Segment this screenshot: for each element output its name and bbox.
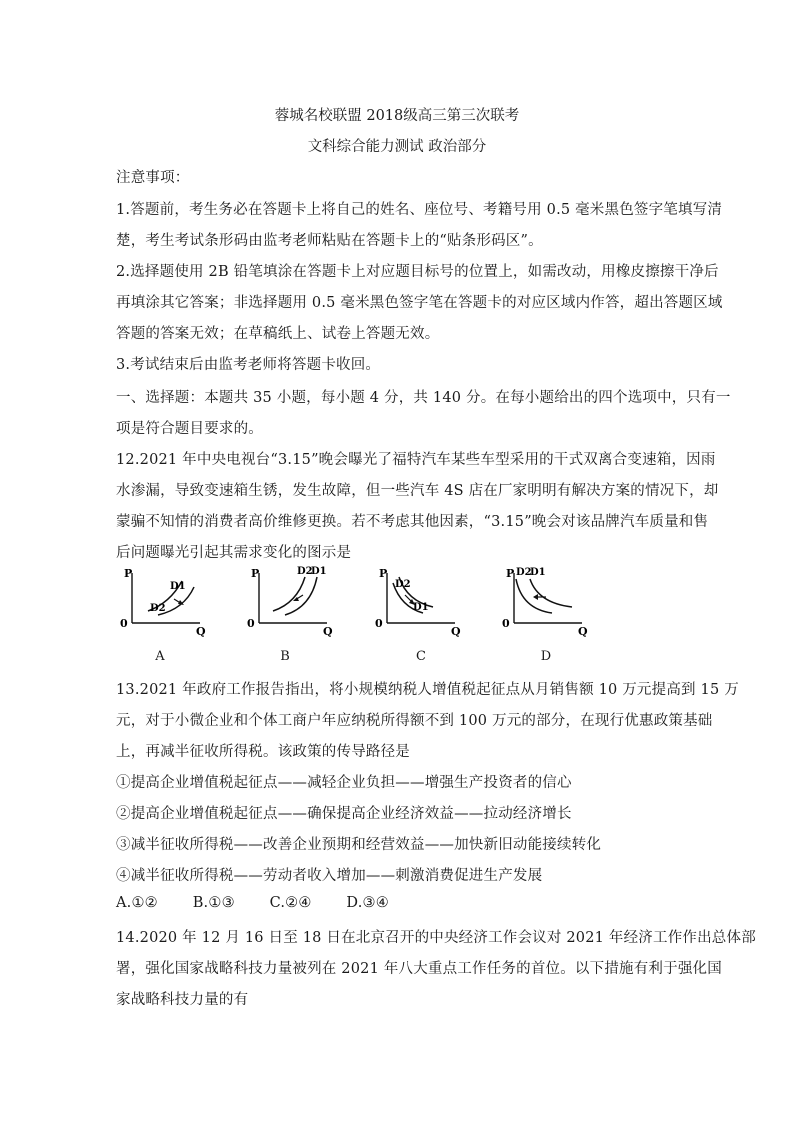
graph-c-q-axis: Q bbox=[451, 625, 461, 638]
graph-d bbox=[494, 563, 604, 668]
question-12-stem: 12.2021 年中央电视台“3.15”晚会曝光了福特汽车某些车型采用的干式双离合变速箱，因雨 bbox=[116, 452, 716, 468]
graph-d-p-axis: P bbox=[506, 567, 515, 580]
graph-b-curve-label: D1 bbox=[311, 566, 327, 577]
demand-graphs bbox=[112, 563, 592, 668]
graph-a-plot bbox=[112, 563, 222, 643]
question-13-item: ①提高企业增值税起征点——减轻企业负担——增强生产投资者的信心 bbox=[116, 775, 572, 791]
notice-line: 楚，考生考试条形码由监考老师粘贴在答题卡上的“贴条形码区”。 bbox=[116, 233, 543, 249]
graph-b-q-axis: Q bbox=[323, 625, 333, 638]
graph-a-curve-label: D1 bbox=[170, 581, 186, 592]
graph-c bbox=[367, 563, 477, 668]
graph-d-origin: 0 bbox=[502, 617, 510, 630]
question-13-item: ③减半征收所得税——改善企业预期和经营效益——加快新旧动能接续转化 bbox=[116, 837, 602, 853]
graph-c-p-axis: P bbox=[379, 567, 388, 580]
graph-b bbox=[239, 563, 349, 668]
graph-c-origin: 0 bbox=[375, 617, 383, 630]
graph-a-p-axis: P bbox=[124, 567, 133, 580]
question-13-item: ②提高企业增值税起征点——确保提高企业经济效益——拉动经济增长 bbox=[116, 806, 572, 822]
graph-d-curve-label: D2 bbox=[516, 567, 532, 578]
graph-b-plot bbox=[239, 563, 349, 643]
graph-b-origin: 0 bbox=[247, 617, 255, 630]
exam-subtitle: 文科综合能力测试 政治部分 bbox=[307, 139, 487, 155]
graph-c-curve-label: D1 bbox=[413, 602, 429, 613]
question-13-item: ④减半征收所得税——劳动者收入增加——刺激消费促进生产发展 bbox=[116, 868, 543, 884]
question-14-stem: 家战略科技力量的有 bbox=[116, 992, 249, 1008]
question-13-stem: 上，再减半征收所得税。该政策的传导路径是 bbox=[116, 744, 410, 760]
question-14-stem: 署，强化国家战略科技力量被列在 2021 年八大重点工作任务的首位。以下措施有利于强化国 bbox=[116, 961, 722, 977]
question-12-stem: 后问题曝光引起其需求变化的图示是 bbox=[116, 545, 352, 561]
question-13-options bbox=[116, 895, 686, 911]
notice-line: 1.答题前，考生务必在答题卡上将自己的姓名、座位号、考籍号用 0.5 毫米黑色签字笔填写清 bbox=[116, 202, 723, 218]
option-d: D.③④ bbox=[346, 895, 389, 911]
notice-line: 2.选择题使用 2B 铅笔填涂在答题卡上对应题目标号的位置上，如需改动，用橡皮擦擦干净后 bbox=[116, 264, 719, 280]
graph-a-origin: 0 bbox=[120, 617, 128, 630]
option-c: C.②④ bbox=[269, 895, 312, 911]
question-13-stem: 13.2021 年政府工作报告指出，将小规模纳税人增值税起征点从月销售额 10 万元提高到 15 万 bbox=[116, 682, 739, 698]
section-heading: 项是符合题目要求的。 bbox=[116, 421, 263, 437]
graph-a-label: A bbox=[155, 649, 165, 664]
question-13-stem: 元，对于小微企业和个体工商户年应纳税所得额不到 100 万元的部分，在现行优惠政策基础 bbox=[116, 713, 713, 729]
exam-title: 蓉城名校联盟 2018级高三第三次联考 bbox=[274, 108, 520, 124]
graph-b-label: B bbox=[280, 649, 290, 664]
question-12-stem: 水渗漏，导致变速箱生锈，发生故障，但一些汽车 4S 店在厂家明明有解决方案的情况下，却 bbox=[116, 483, 719, 499]
notice-line: 3.考试结束后由监考老师将答题卡收回。 bbox=[116, 357, 381, 373]
graph-a-q-axis: Q bbox=[196, 625, 206, 638]
graph-c-plot bbox=[367, 563, 477, 643]
graph-b-curve-label: D2 bbox=[297, 566, 313, 577]
graph-a-curve-label: D2 bbox=[150, 603, 166, 614]
notice-line: 答题的答案无效；在草稿纸上、试卷上答题无效。 bbox=[116, 326, 440, 342]
graph-b-p-axis: P bbox=[251, 567, 260, 580]
option-a: A.①② bbox=[116, 895, 158, 911]
graph-d-label: D bbox=[540, 649, 552, 664]
notice-heading: 注意事项： bbox=[116, 170, 190, 186]
section-heading: 一、选择题：本题共 35 小题，每小题 4 分，共 140 分。在每小题给出的四个选项中，只有一 bbox=[116, 390, 731, 406]
graph-d-curve-label: D1 bbox=[530, 567, 546, 578]
question-12-stem: 蒙骗不知情的消费者高价维修更换。若不考虑其他因素，“3.15”晚会对该品牌汽车质量和售 bbox=[116, 514, 709, 530]
graph-a bbox=[112, 563, 222, 668]
graph-d-q-axis: Q bbox=[578, 625, 588, 638]
notice-line: 再填涂其它答案；非选择题用 0.5 毫米黑色签字笔在答题卡的对应区域内作答，超出答题区域 bbox=[116, 295, 723, 311]
graph-c-curve-label: D2 bbox=[395, 579, 411, 590]
graph-d-plot bbox=[494, 563, 604, 643]
graph-c-label: C bbox=[416, 649, 426, 664]
question-14-stem: 14.2020 年 12 月 16 日至 18 日在北京召开的中央经济工作会议对 2021 年经济工作作出总体部 bbox=[116, 930, 756, 946]
option-b: B.①③ bbox=[192, 895, 235, 911]
